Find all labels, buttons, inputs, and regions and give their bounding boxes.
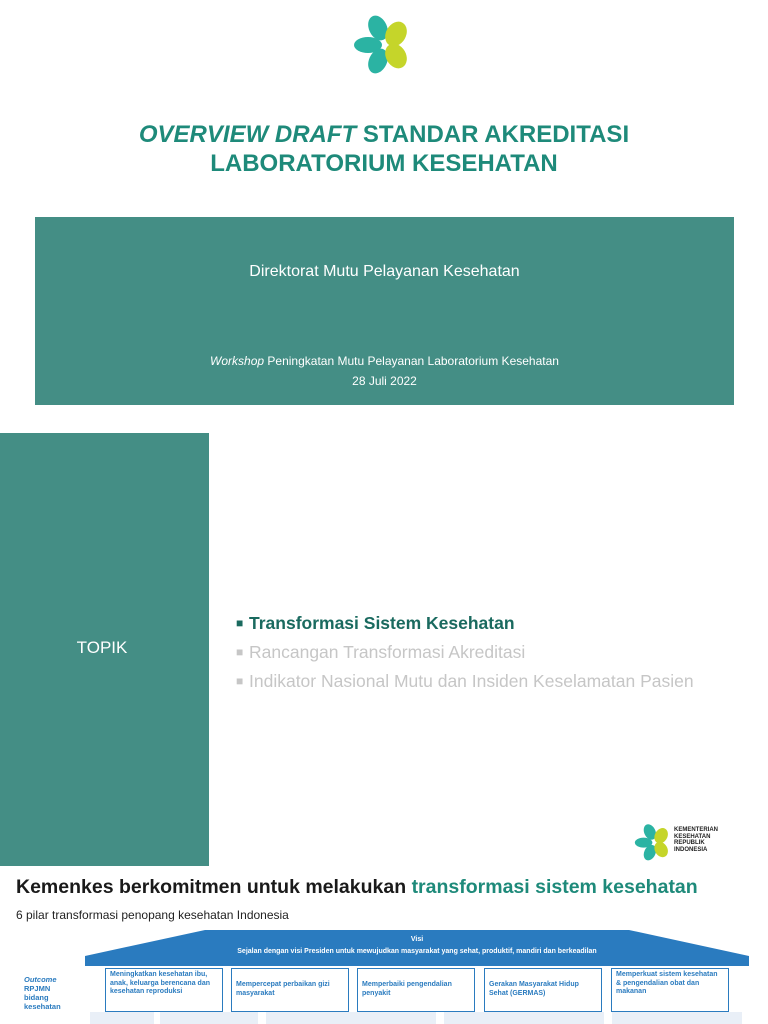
kemenkes-small-logo-icon — [633, 822, 673, 862]
logo-caption-line: REPUBLIK — [674, 840, 705, 846]
bullet-icon: ■ — [236, 674, 244, 688]
title-line2: LABORATORIUM KESEHATAN — [210, 150, 558, 177]
topik-panel — [0, 433, 209, 866]
slide3-subheading: 6 pilar transformasi penopang kesehatan Indonesia — [16, 908, 289, 922]
roof-visi: Visi — [410, 936, 424, 943]
roof-text: Sejalan dengan visi Presiden untuk mewujudkan masyarakat yang sehat, produktif, mandiri dan berkeadilan — [237, 948, 597, 955]
banner-workshop — [35, 354, 734, 368]
pillar-box: Memperkuat sistem kesehatan & pengendalian obat dan makanan — [611, 968, 729, 1012]
banner-subtitle: Direktorat Mutu Pelayanan Kesehatan — [249, 263, 520, 280]
kemenkes-logo-icon — [352, 12, 414, 76]
workshop-rest: Peningkatan Mutu Pelayanan Laboratorium Kesehatan — [267, 354, 559, 368]
pillar-box: Gerakan Masyarakat Hidup Sehat (GERMAS) — [484, 968, 602, 1012]
outcome-italic: Outcome — [24, 975, 57, 984]
pillar-column — [444, 1012, 604, 1024]
pillar-box: Meningkatkan kesehatan ibu, anak, keluarga berencana dan kesehatan reproduksi — [105, 968, 223, 1012]
topic-item — [236, 667, 694, 696]
title-italic: OVERVIEW DRAFT — [138, 121, 357, 148]
pillar-column — [266, 1012, 436, 1024]
banner-date: 28 Juli 2022 — [352, 374, 417, 388]
slide3-heading — [16, 876, 698, 899]
logo-caption-line: INDONESIA — [674, 846, 708, 853]
pillar-box: Mempercepat perbaikan gizi masyarakat — [231, 968, 349, 1012]
title-banner — [35, 217, 734, 405]
title-rest: STANDAR AKREDITASI — [362, 121, 630, 148]
bullet-icon: ■ — [236, 616, 244, 630]
roof-shape — [85, 922, 749, 970]
pillar-box: Memperbaiki pengendalian penyakit — [357, 968, 475, 1012]
workshop-italic: Workshop — [210, 354, 265, 368]
logo-caption-line: KESEHATAN — [674, 833, 711, 840]
bullet-icon: ■ — [236, 645, 244, 659]
topic-text: Rancangan Transformasi Akreditasi — [249, 642, 526, 662]
heading-plain: Kemenkes berkomitmen untuk melakukan — [16, 876, 407, 898]
topik-label: TOPIK — [76, 638, 128, 657]
outcome-label — [24, 975, 61, 1011]
topic-item — [236, 609, 694, 638]
outcome-line: bidang — [24, 993, 49, 1002]
topic-list — [236, 609, 694, 696]
logo-caption — [674, 827, 718, 853]
topic-item — [236, 638, 694, 667]
outcome-line: RPJMN — [24, 984, 51, 993]
slide-title — [0, 120, 768, 178]
topic-text: Transformasi Sistem Kesehatan — [249, 613, 515, 633]
pillar-column — [90, 1012, 154, 1024]
pillar-column — [160, 1012, 258, 1024]
topic-text: Indikator Nasional Mutu dan Insiden Keselamatan Pasien — [249, 671, 694, 691]
pillar-column — [612, 1012, 742, 1024]
logo-caption-line: KEMENTERIAN — [674, 827, 719, 833]
heading-highlight: transformasi sistem kesehatan — [411, 876, 698, 898]
outcome-line: kesehatan — [24, 1002, 61, 1011]
